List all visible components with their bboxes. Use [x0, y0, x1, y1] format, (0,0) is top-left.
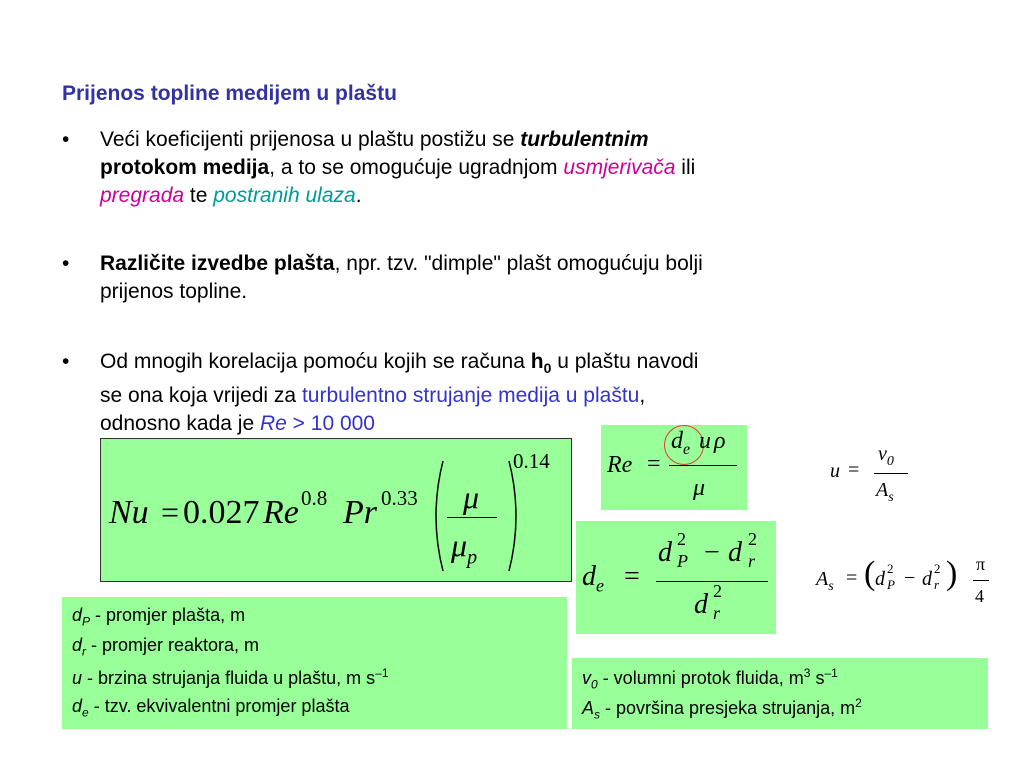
text-span: odnosno kada je: [100, 412, 260, 436]
formula-dr-sub: r: [934, 577, 940, 592]
area-formula: [816, 550, 996, 620]
formula-dp-sup: 2: [677, 529, 686, 549]
text-span: , a to se omogućuje ugradnjom: [269, 156, 564, 179]
text-span-teal: postranih ulaza: [213, 184, 356, 207]
text-span-magenta: pregrada: [100, 184, 185, 207]
formula-equals: =: [848, 459, 860, 481]
formula-dr-sup: 2: [934, 561, 941, 576]
formula-dr-sub: r: [748, 551, 756, 571]
equivalent-diameter-box: [576, 521, 776, 634]
definition-u: u - brzina strujanja fluida u plaštu, m $s^{-1}$: [72, 666, 389, 688]
slide-title: Prijenos topline medijem u plaštu: [62, 82, 397, 105]
formula-mu-numerator: μ: [463, 479, 480, 515]
text-span-bold: Različite izvedbe plašta: [100, 252, 335, 275]
formula-coefficient: 0.027: [183, 494, 260, 531]
formula-minus: −: [904, 567, 916, 589]
text-span: prijenos topline.: [100, 280, 248, 303]
bullet-icon: •: [62, 350, 70, 373]
formula-outer-exponent: 0.14: [513, 449, 550, 473]
definition-dr: $d_r$ - promjer reaktora, m: [72, 635, 260, 659]
definition-de: $d_e$ - tzv. ekvivalentni promjer plašta: [72, 696, 350, 720]
formula-left-paren: (: [864, 555, 876, 592]
text-span: Veći koeficijenti prijenosa u plaštu postižu se: [100, 128, 521, 151]
formula-equals: =: [624, 561, 640, 592]
formula-as-symbol: $A_s$: [816, 568, 834, 594]
text-span: se ona koja vrijedi za: [100, 384, 302, 408]
text-span: .: [355, 184, 362, 207]
definitions-left-box: [62, 597, 567, 729]
formula-u-symbol: u: [830, 460, 840, 482]
formula-pr-exponent: 0.33: [381, 486, 418, 510]
formula-den-sub: r: [713, 603, 721, 623]
formula-dp-sup: 2: [887, 561, 894, 576]
fraction-bar: [656, 581, 768, 582]
formula-as-symbol: $A_s$: [876, 479, 894, 505]
formula-nu-symbol: Nu: [109, 494, 149, 531]
formula-de-symbol: $d_e$: [582, 561, 604, 596]
bullet-icon: •: [62, 128, 70, 151]
reynolds-formula-box: [601, 425, 747, 510]
bullet-item-2: [62, 250, 703, 306]
definition-v0: $v_0$ - volumni protok fluida, $m^3$ $s^{-1}$: [582, 666, 838, 692]
highlight-circle: [664, 425, 704, 465]
formula-four: 4: [975, 586, 984, 606]
bullet-icon: •: [62, 252, 70, 275]
formula-mu-denominator: μ: [693, 475, 706, 501]
formula-u-symbol: u: [699, 428, 711, 454]
formula-den-symbol: d: [694, 589, 708, 620]
nusselt-formula-box: [100, 438, 572, 582]
formula-de-symbol: $d_e$: [671, 428, 691, 458]
formula-den-sup: 2: [713, 581, 722, 601]
fraction-bar: [669, 465, 737, 466]
text-span: , npr. tzv. "dimple" plašt omogućuju bolji: [334, 252, 703, 275]
text-span-blue: > 10 000: [286, 412, 375, 436]
definition-dp: $d_P$ - promjer plašta, m: [72, 605, 246, 629]
formula-mu-denominator: $\mu_p$: [451, 527, 478, 569]
formula-dr-symbol: d: [922, 568, 932, 590]
formula-pi: π: [976, 554, 986, 574]
formula-dp-symbol: d: [658, 537, 672, 568]
formula-right-paren: ): [946, 555, 958, 592]
definition-as: $A_s$ - površina presjeka strujanja, $m^2$: [582, 696, 862, 722]
formula-dp-sub: P: [887, 577, 895, 592]
text-span: te: [184, 184, 214, 207]
formula-equals: =: [161, 494, 180, 530]
text-span: Od mnogih korelacija pomoću kojih se računa: [100, 350, 531, 373]
formula-equals: =: [647, 451, 661, 477]
formula-re-symbol: Re: [607, 452, 633, 478]
formula-rho-symbol: ρ: [714, 428, 726, 454]
formula-minus: −: [704, 537, 720, 568]
formula-re-symbol: Re: [263, 494, 299, 531]
text-span: ,: [639, 384, 646, 408]
text-span-bold: protokom medija: [100, 156, 270, 179]
formula-dr-sup: 2: [748, 529, 757, 549]
velocity-formula: [830, 443, 930, 513]
text-span-bold-italic: turbulentnim: [520, 128, 649, 151]
fraction-bar: [874, 473, 908, 474]
formula-equals: =: [846, 567, 858, 589]
definitions-right-box: [572, 658, 988, 729]
formula-dp-symbol: d: [875, 568, 885, 590]
text-span-bold: $h_0$: [530, 350, 552, 377]
text-span: u plaštu navodi: [551, 350, 699, 373]
text-span-blue-italic: Re: [259, 412, 287, 436]
formula-dr-symbol: d: [728, 537, 742, 568]
fraction-bar: [973, 580, 989, 581]
formula-re-exponent: 0.8: [301, 486, 328, 510]
formula-v0-symbol: $v_0$: [878, 443, 894, 469]
formula-dp-sub: P: [677, 551, 688, 571]
text-span-blue: turbulentno strujanje medija u plaštu: [301, 384, 640, 408]
fraction-bar: [447, 517, 497, 518]
formula-pr-symbol: Pr: [343, 494, 377, 531]
bullet-item-1: [62, 126, 695, 210]
text-span-magenta: usmjerivača: [563, 156, 676, 179]
text-span: ili: [675, 156, 696, 179]
